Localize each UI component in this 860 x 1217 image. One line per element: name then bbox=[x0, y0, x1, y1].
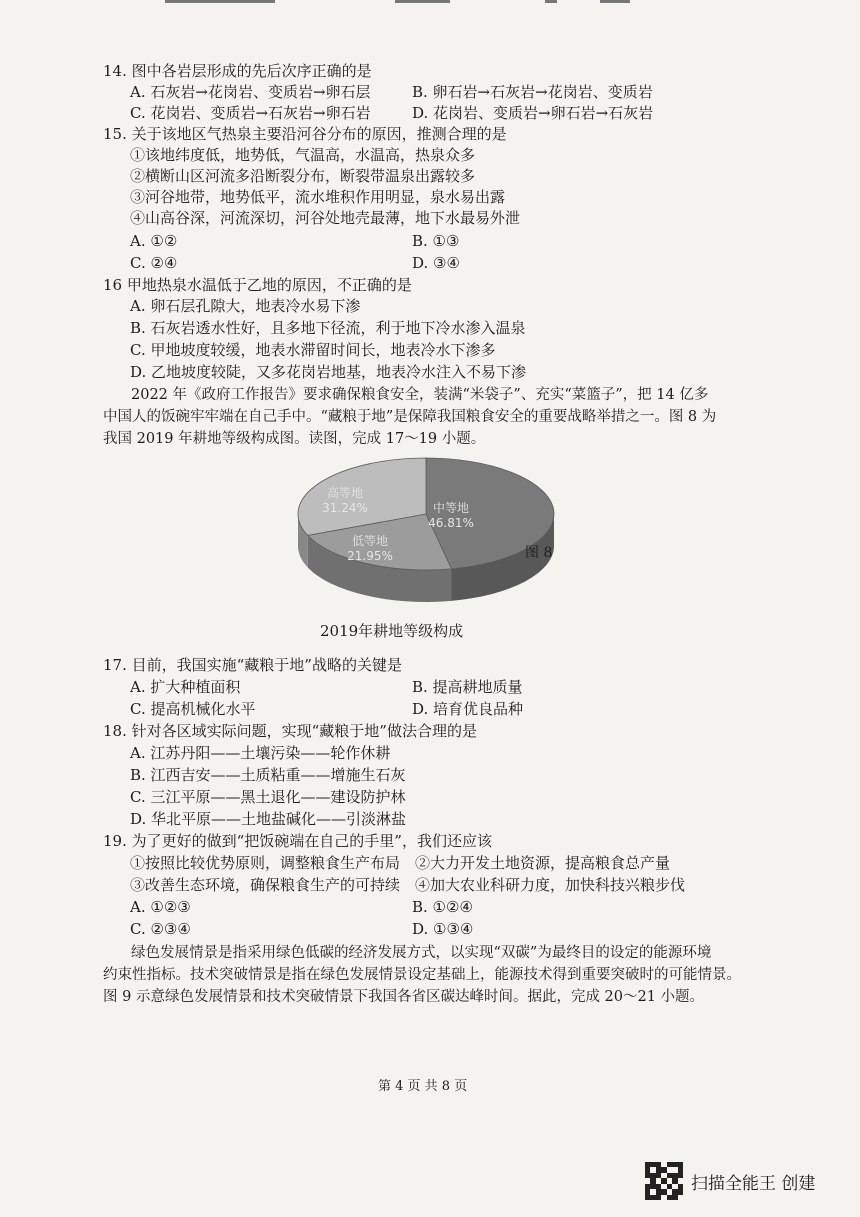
pie-label-text: 中等地 bbox=[432, 501, 469, 515]
option-14-b: B. 卵石岩→石灰岩→花岗岩、变质岩 bbox=[412, 83, 653, 101]
question-15-stem: 15. 关于该地区气热泉主要沿河谷分布的原因，推测合理的是 bbox=[103, 125, 507, 143]
option-14-a: A. 石灰岩→花岗岩、变质岩→卵石层 bbox=[130, 83, 371, 101]
option-16-b: B. 石灰岩透水性好，且多地下径流，利于地下冷水渗入温泉 bbox=[130, 319, 526, 337]
option-14-c: C. 花岗岩、变质岩→石灰岩→卵石岩 bbox=[130, 104, 371, 122]
pie-label-text: 高等地 bbox=[326, 486, 363, 500]
intro-line: 2022 年《政府工作报告》要求确保粮食安全，装满“米袋子”、充实“菜篮子”，把 14 亿多 bbox=[131, 387, 709, 403]
option-17-b: B. 提高耕地质量 bbox=[412, 678, 523, 696]
option-15-c: C. ②④ bbox=[130, 254, 178, 272]
intro-line: 绿色发展情景是指采用绿色低碳的经济发展方式，以实现“双碳”为最终目的设定的能源环境 bbox=[131, 945, 712, 961]
option-16-d: D. 乙地坡度较陡，又多花岗岩地基，地表冷水注入不易下渗 bbox=[130, 363, 527, 381]
statement-19-2: ②大力开发土地资源，提高粮食总产量 bbox=[415, 854, 671, 872]
option-18-a: A. 江苏丹阳——土壤污染——轮作休耕 bbox=[130, 744, 391, 762]
intro-line: 中国人的饭碗牢牢端在自己手中。“藏粮于地”是保障我国粮食安全的重要战略举措之一。图 8 为 bbox=[103, 409, 717, 425]
option-17-d: D. 培育优良品种 bbox=[412, 700, 524, 718]
scan-edge-mark bbox=[600, 0, 630, 3]
option-16-c: C. 甲地坡度较缓，地表水滞留时间长，地表冷水下渗多 bbox=[130, 341, 496, 359]
question-16-stem: 16 甲地热泉水温低于乙地的原因，不正确的是 bbox=[103, 276, 412, 294]
scan-edge-mark bbox=[165, 0, 275, 3]
qr-code-icon bbox=[645, 1162, 683, 1200]
statement-19-1: ①按照比较优势原则，调整粮食生产布局 bbox=[130, 854, 401, 872]
question-18-stem: 18. 针对各区域实际问题，实现“藏粮于地”做法合理的是 bbox=[103, 722, 477, 740]
pie-label-medium-grade bbox=[411, 501, 491, 531]
option-19-c: C. ②③④ bbox=[130, 920, 191, 938]
intro-line: 约束性指标。技术突破情景是指在绿色发展情景设定基础上，能源技术得到重要突破时的可能情景。 bbox=[103, 967, 741, 983]
scan-edge-mark bbox=[545, 0, 557, 3]
intro-line: 我国 2019 年耕地等级构成图。读图，完成 17～19 小题。 bbox=[103, 431, 486, 447]
option-15-d: D. ③④ bbox=[412, 254, 460, 272]
intro-line: 图 9 示意绿色发展情景和技术突破情景下我国各省区碳达峰时间。据此，完成 20～21 小题。 bbox=[103, 989, 705, 1005]
option-18-c: C. 三江平原——黑土退化——建设防护林 bbox=[130, 788, 406, 806]
question-19-stem: 19. 为了更好的做到“把饭碗端在自己的手里”，我们还应该 bbox=[103, 832, 492, 850]
question-17-stem: 17. 目前，我国实施“藏粮于地”战略的关键是 bbox=[103, 656, 402, 674]
option-15-b: B. ①③ bbox=[412, 232, 460, 250]
option-15-a: A. ①② bbox=[130, 232, 178, 250]
scanner-watermark bbox=[645, 1162, 815, 1200]
scan-edge-mark bbox=[395, 0, 450, 3]
chart-title: 2019年耕地等级构成 bbox=[320, 622, 464, 640]
option-19-b: B. ①②④ bbox=[412, 898, 473, 916]
statement-19-4: ④加大农业科研力度，加快科技兴粮步伐 bbox=[415, 876, 686, 894]
intro-paragraph-20-21 bbox=[103, 942, 743, 1008]
option-18-b: B. 江西吉安——土质粘重——增施生石灰 bbox=[130, 766, 406, 784]
option-17-a: A. 扩大种植面积 bbox=[130, 678, 241, 696]
question-14-stem: 14. 图中各岩层形成的先后次序正确的是 bbox=[103, 62, 372, 80]
option-19-a: A. ①②③ bbox=[130, 898, 191, 916]
statement-15-2: ②横断山区河流多沿断裂分布，断裂带温泉出露较多 bbox=[130, 167, 476, 185]
option-18-d: D. 华北平原——土地盐碱化——引淡淋盐 bbox=[130, 810, 407, 828]
scanner-watermark-text: 扫描全能王 创建 bbox=[691, 1173, 816, 1194]
figure-label: 图 8 bbox=[525, 545, 553, 561]
pie-label-value: 46.81% bbox=[428, 516, 474, 530]
option-17-c: C. 提高机械化水平 bbox=[130, 700, 256, 718]
option-19-d: D. ①③④ bbox=[412, 920, 474, 938]
statement-15-4: ④山高谷深，河流深切，河谷处地壳最薄，地下水最易外泄 bbox=[130, 209, 521, 227]
option-14-d: D. 花岗岩、变质岩→卵石岩→石灰岩 bbox=[412, 104, 654, 122]
statement-15-3: ③河谷地带，地势低平，流水堆积作用明显，泉水易出露 bbox=[130, 188, 506, 206]
statement-19-3: ③改善生态环境，确保粮食生产的可持续 bbox=[130, 876, 401, 894]
farmland-grade-pie-chart bbox=[276, 452, 576, 612]
pie-label-value: 21.95% bbox=[347, 549, 393, 563]
pie-label-high-grade bbox=[310, 486, 380, 516]
page-number-footer: 第 4 页 共 8 页 bbox=[378, 1079, 468, 1094]
pie-label-low-grade bbox=[330, 534, 410, 564]
statement-15-1: ①该地纬度低，地势低，气温高，水温高，热泉众多 bbox=[130, 146, 476, 164]
pie-label-value: 31.24% bbox=[322, 501, 368, 515]
option-16-a: A. 卵石层孔隙大，地表冷水易下渗 bbox=[130, 297, 361, 315]
pie-label-text: 低等地 bbox=[351, 534, 388, 548]
intro-paragraph-17-19 bbox=[103, 384, 743, 450]
